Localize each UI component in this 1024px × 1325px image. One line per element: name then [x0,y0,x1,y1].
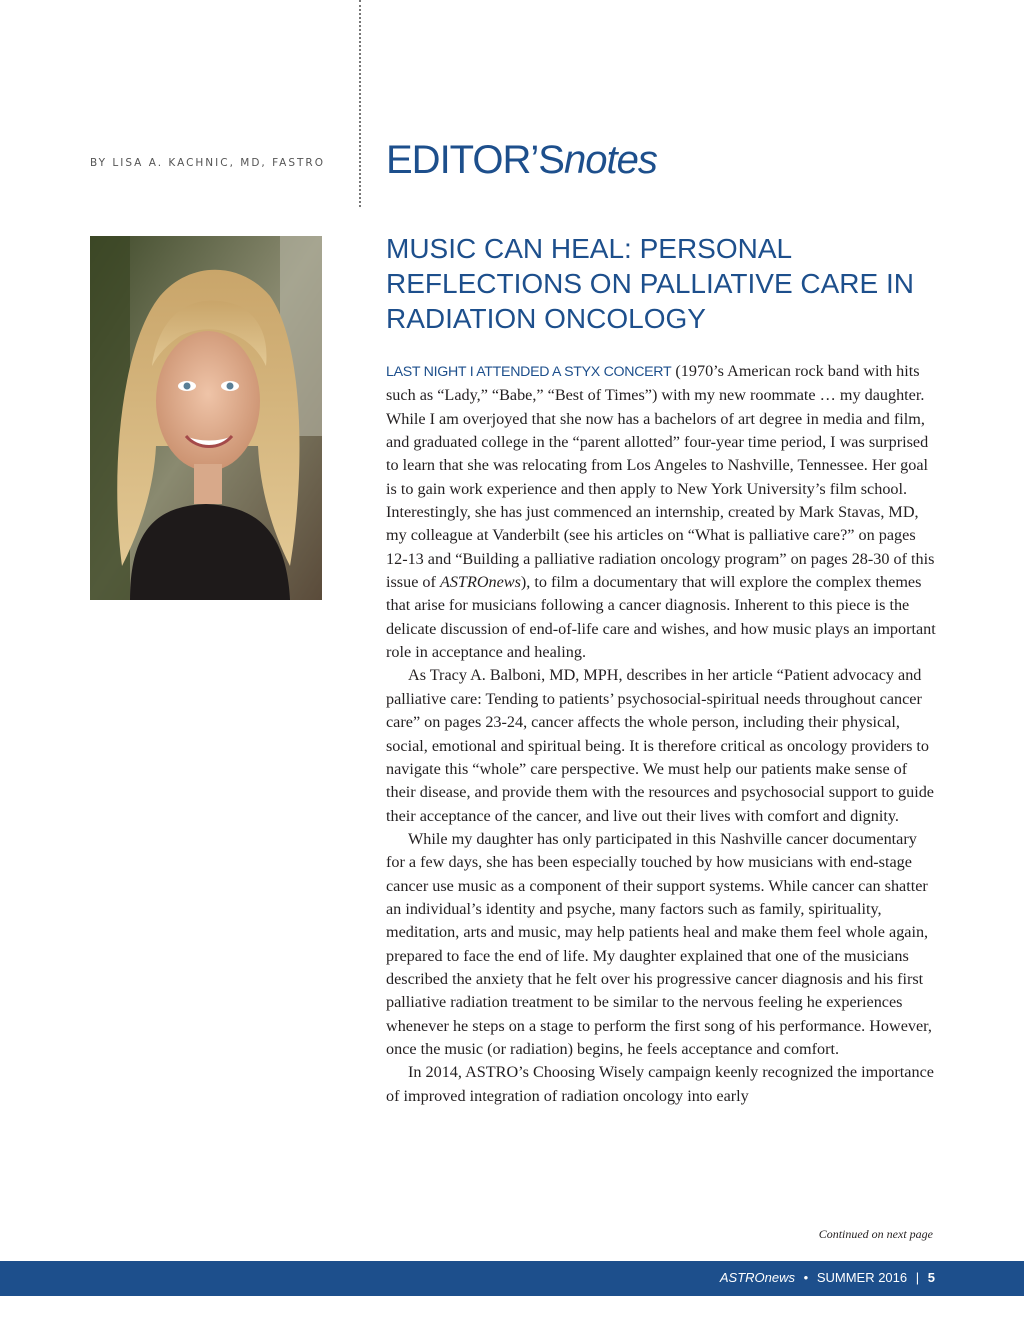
paragraph-1-text-b: ), to film a documentary that will explore the complex themes that arise for musicians following a cancer diagnosis. Inherent to this piece is the delicate discussion of end-of-life care and wishes, and how music plays an important role in acceptance and healing. [386,573,936,662]
paragraph-3: While my daughter has only participated in this Nashville cancer documentary for a few days, she has been especially touched by how musicians with end-stage cancer use music as a component of their support systems. While cancer can shatter an individual’s identity and psyche, many factors such as family, spirituality, meditation, arts and music, may help patients heal and make them feel whole again, prepared to face the end of life. My daughter explained that one of the musicians described the anxiety that he felt over his progressive cancer diagnosis and his first palliative radiation treatment to be similar to the nervous feeling he experiences whenever he steps on a stage to perform the first song of his performance. However, once the music (or radiation) begins, he feels acceptance and comfort. [386,829,932,1058]
paragraph-4: In 2014, ASTRO’s Choosing Wisely campaign keenly recognized the importance of improved integration of radiation oncology into early [386,1063,934,1105]
paragraph-1 [386,360,936,664]
author-photo [90,236,322,600]
paragraph-1-text-a: (1970’s American rock band with hits such as “Lady,” “Babe,” “Best of Times”) with my new roommate … my daughter. While I am overjoyed that she now has a bachelors of art degree in media and film, and graduated college in the “parent allotted” four-year time period, I was surprised to learn that she was relocating from Los Angeles to Nashville, Tennessee. Her goal is to gain work experience and then apply to New York University’s film school. Interestingly, she has just commenced an internship, created by Mark Stavas, MD, my colleague at Vanderbilt (see his articles on “What is palliative care?” on pages 12-13 and “Building a palliative radiation oncology program” on pages 28-30 of this issue of [386,362,935,592]
byline: BY LISA A. KACHNIC, MD, FASTRO [90,157,325,169]
footer-bar [0,1261,1024,1296]
lede-caps: LAST NIGHT I ATTENDED A STYX CONCERT [386,364,672,380]
section-label-sub: notes [563,138,657,182]
article-body [386,360,936,1108]
page-number: 5 [927,1270,935,1285]
footer-issue: SUMMER 2016 [816,1270,908,1285]
section-label-main: EDITOR’S [386,138,564,182]
publication-name-inline: ASTROnews [439,573,521,592]
dotted-divider [359,0,361,207]
section-label [386,140,657,180]
footer-text [720,1270,935,1285]
footer-divider: | [915,1270,920,1285]
paragraph-2: As Tracy A. Balboni, MD, MPH, describes in her article “Patient advocacy and palliative care: Tending to patients’ psychosocial-spiritual needs throughout cancer care” on pages 23-24, cancer affects the whole person, including their physical, social, emotional and spiritual being. It is therefore critical as oncology providers to navigate this “whole” care perspective. We must help our patients make sense of their disease, and provide them with the resources and psychosocial support to guide their acceptance of the cancer, and live out their lives with comfort and dignity. [386,666,934,825]
footer-publication: ASTROnews [719,1270,795,1285]
footer-bullet: • [803,1270,809,1285]
article-headline: MUSIC CAN HEAL: PERSONAL REFLECTIONS ON PALLIATIVE CARE IN RADIATION ONCOLOGY [386,233,914,334]
continued-note: Continued on next page [818,1227,933,1241]
